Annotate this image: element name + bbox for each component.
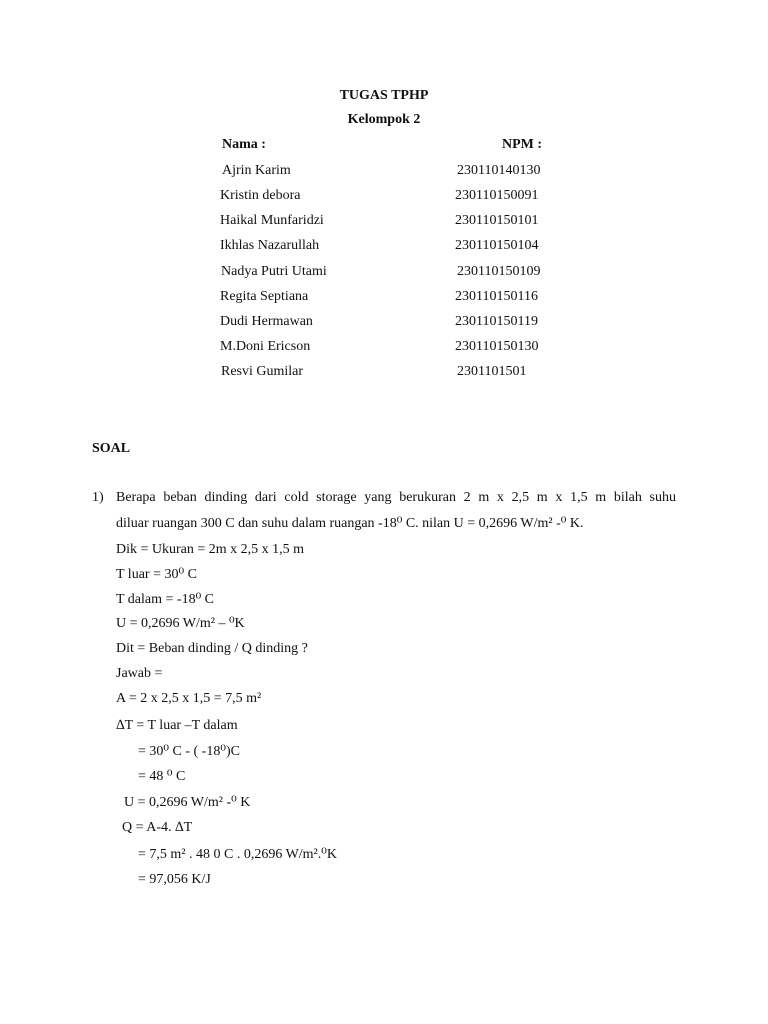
solution-line: Jawab = <box>116 666 163 681</box>
solution-line: Q = A-4. ∆T <box>122 820 193 835</box>
member-row <box>0 364 768 386</box>
solution-line: = 7,5 m² . 48 0 C . 0,2696 W/m².⁰K <box>138 847 337 862</box>
member-name: Haikal Munfaridzi <box>220 213 324 228</box>
solution-line: U = 0,2696 W/m² – ⁰K <box>116 616 245 631</box>
solution-line: Dit = Beban dinding / Q dinding ? <box>116 641 308 656</box>
member-name: Ajrin Karim <box>222 163 291 178</box>
member-name: Dudi Hermawan <box>220 314 313 329</box>
solution-line: ∆T = T luar –T dalam <box>116 718 238 733</box>
member-npm: 230110150104 <box>455 238 539 253</box>
member-row <box>0 163 768 185</box>
member-name: Regita Septiana <box>220 289 309 304</box>
npm-column-header: NPM : <box>502 137 543 152</box>
member-name: Resvi Gumilar <box>221 364 304 379</box>
member-row <box>0 289 768 311</box>
member-name: M.Doni Ericson <box>220 339 311 354</box>
question-line: diluar ruangan 300 C dan suhu dalam ruangan -18⁰ C. nilan U = 0,2696 W/m² -⁰ K. <box>116 516 584 531</box>
solution-line: = 30⁰ C - ( -18⁰)C <box>138 744 240 759</box>
member-npm: 230110150119 <box>455 314 538 329</box>
member-row <box>0 238 768 260</box>
member-row <box>0 314 768 336</box>
member-npm: 230110150101 <box>455 213 539 228</box>
member-name: Kristin debora <box>220 188 301 203</box>
member-npm: 230110150091 <box>455 188 539 203</box>
group-name: Kelompok 2 <box>347 112 421 127</box>
solution-line: Dik = Ukuran = 2m x 2,5 x 1,5 m <box>116 542 305 557</box>
member-npm: 2301101501 <box>457 364 527 379</box>
solution-line: = 48 ⁰ C <box>138 769 186 784</box>
member-row <box>0 188 768 210</box>
member-npm: 230110150109 <box>457 264 541 279</box>
member-npm: 230110150130 <box>455 339 539 354</box>
solution-line: U = 0,2696 W/m² -⁰ K <box>124 795 251 810</box>
member-npm: 230110150116 <box>455 289 538 304</box>
member-row <box>0 264 768 286</box>
section-heading: SOAL <box>92 441 131 456</box>
member-row <box>0 339 768 361</box>
solution-line: = 97,056 K/J <box>138 872 211 887</box>
question-number: 1) <box>92 490 104 505</box>
solution-line: T luar = 30⁰ C <box>116 567 197 582</box>
solution-line: T dalam = -18⁰ C <box>116 592 215 607</box>
member-name: Ikhlas Nazarullah <box>220 238 320 253</box>
member-row <box>0 213 768 235</box>
document-title: TUGAS TPHP <box>339 88 429 103</box>
question-line: Berapa beban dinding dari cold storage yang berukuran 2 m x 2,5 m x 1,5 m bilah suhu <box>116 490 676 505</box>
member-npm: 230110140130 <box>457 163 541 178</box>
member-name: Nadya Putri Utami <box>221 264 327 279</box>
solution-line: A = 2 x 2,5 x 1,5 = 7,5 m² <box>116 691 262 706</box>
name-column-header: Nama : <box>222 137 266 152</box>
